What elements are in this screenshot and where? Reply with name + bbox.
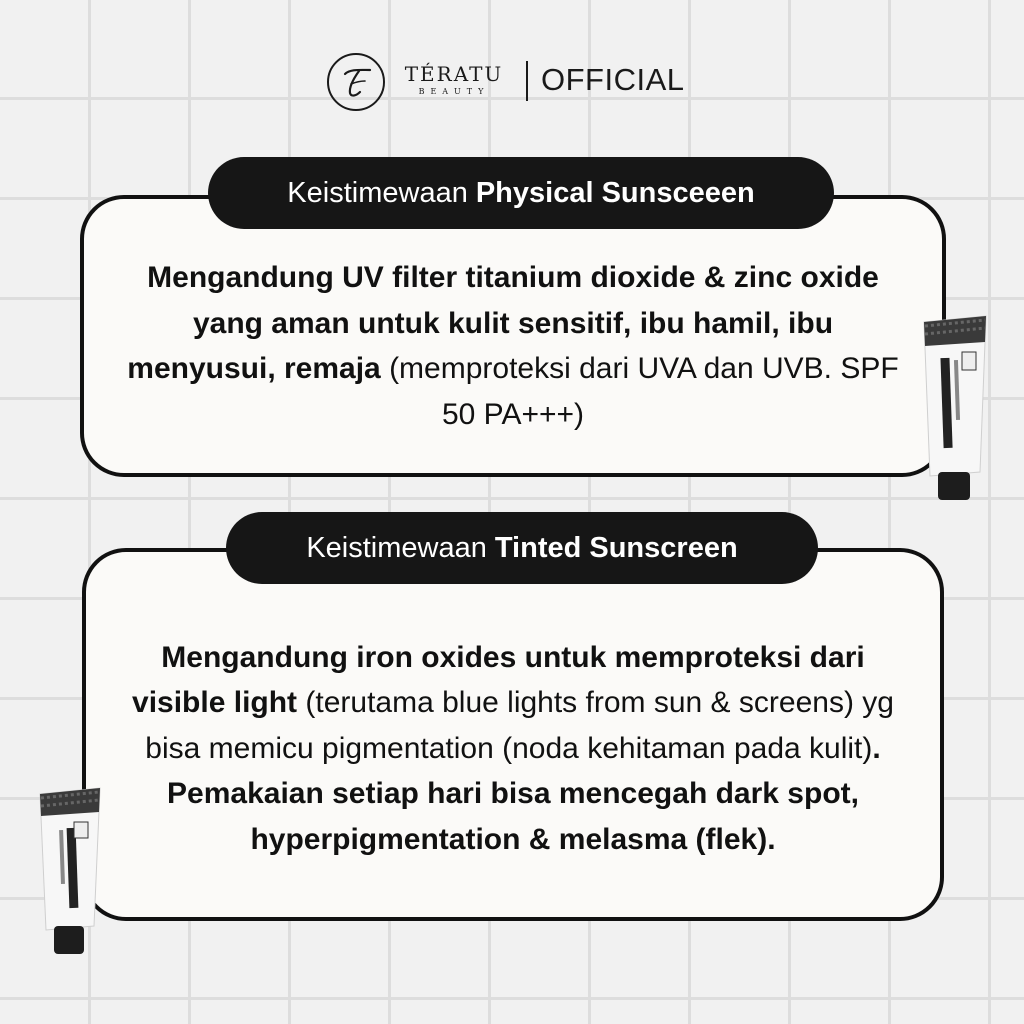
brand-wordmark <box>393 63 515 97</box>
feature-text-bold-2: . Pemakaian setiap hari bisa mencegah dark spot, hyperpigmentation & melasma (flek). <box>167 731 881 856</box>
pill-text-regular: Keistimewaan <box>287 176 468 209</box>
feature-description <box>113 635 913 863</box>
pill-text-regular: Keistimewaan <box>306 531 487 564</box>
feature-description <box>118 255 908 437</box>
feature-text-bold: Mengandung UV filter titanium dioxide & zinc oxide yang aman untuk kulit sensitif, ibu hamil, ibu menyusui, remaja <box>127 261 879 385</box>
logo-divider <box>526 61 528 101</box>
pill-text-bold: Physical Sunsceeen <box>475 176 755 209</box>
sunscreen-tube-image <box>38 784 102 954</box>
monogram-t-icon <box>336 62 376 102</box>
pill-text-bold: Tinted Sunscreen <box>494 531 738 564</box>
feature-card-tinted <box>82 548 944 921</box>
feature-text-bold: Mengandung iron oxides untuk memproteksi dari visible light <box>132 640 865 720</box>
feature-pill-physical <box>208 157 834 229</box>
sunscreen-tube-image <box>922 312 988 500</box>
brand-logo <box>327 53 707 115</box>
brand-name: TÉRATU <box>404 62 504 86</box>
brand-subtitle: BEAUTY <box>418 87 490 96</box>
official-label: OFFICIAL <box>541 62 685 97</box>
feature-text-regular: (terutama blue lights from sun & screens) yg bisa memicu pigmentation (noda kehitaman pada kulit) <box>145 686 894 765</box>
feature-text-regular: (memproteksi dari UVA dan UVB. SPF 50 PA+++) <box>380 352 899 431</box>
logo-monogram-icon <box>327 53 385 111</box>
feature-card-physical <box>80 195 946 477</box>
feature-pill-tinted <box>226 512 818 584</box>
